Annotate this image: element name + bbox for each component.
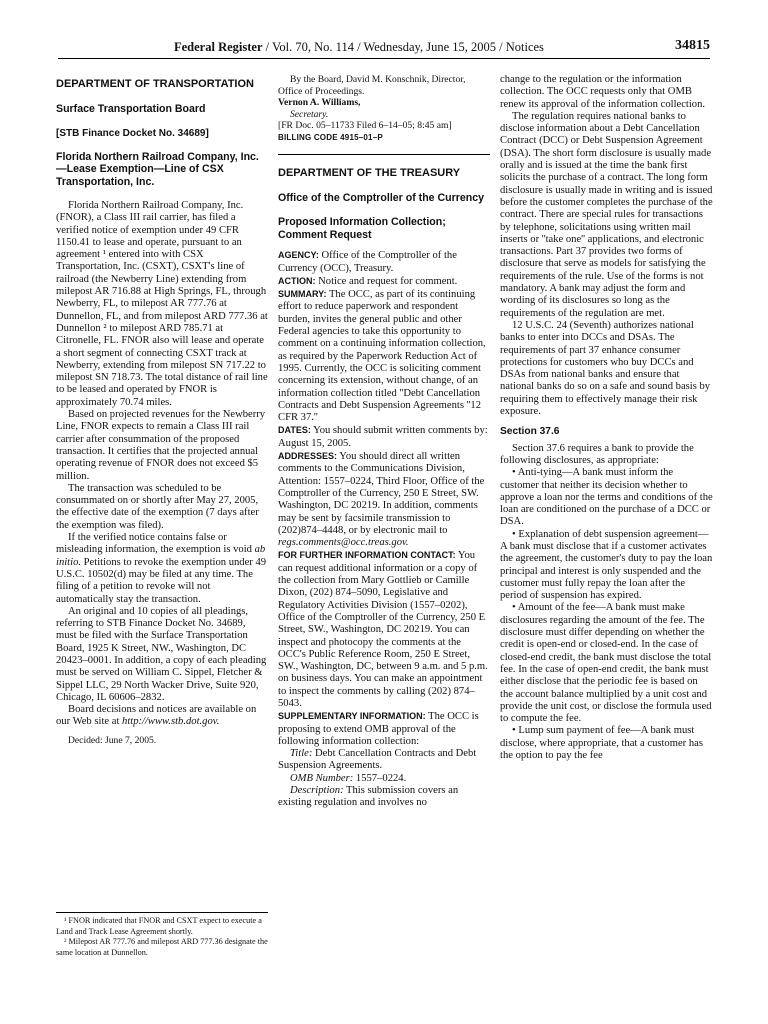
field-label: DATES: (278, 425, 311, 436)
text-run: Petitions to revoke the exemption under 49 U.S.C. 10502(d) may be filed at any time. The filing of a petition to revoke will not automatically stay the transaction. (56, 556, 267, 605)
paragraph (56, 704, 268, 729)
field-text: 1557–0224. (353, 772, 407, 784)
text-run: Board decisions and notices are available on our Web site at (56, 704, 257, 728)
fr-doc-line: [FR Doc. 05–11733 Filed 6–14–05; 8:45 am] (278, 120, 452, 131)
docket-number: [STB Finance Docket No. 34689] (56, 127, 209, 139)
field-text: Debt Cancellation Contracts and Debt Suspension Agreements. (278, 748, 477, 772)
paragraph: 12 U.S.C. 24 (Seventh) authorizes national banks to enter into DCCs and DSAs. The requirements of part 37 enhance consumer protections for customers who buy DCCs and DSAs from national banks and ensure that national banks do so on a safe and sound basis by requiring them to effectively manage their risk exposure. (500, 319, 711, 418)
journal-name: Federal Register (174, 40, 263, 54)
signer-title-text: Secretary. (290, 108, 329, 120)
field-text: This submission covers an existing regulation and involves no (278, 785, 459, 809)
field-label: FOR FURTHER INFORMATION CONTACT: (278, 550, 456, 561)
footnotes (56, 912, 268, 958)
supplementary-field (278, 710, 490, 748)
omb-field (278, 773, 490, 785)
column-2 (278, 74, 490, 810)
email-link[interactable]: regs.comments@occ.treas.gov. (278, 537, 409, 549)
field-label: SUMMARY: (278, 289, 327, 300)
bullet-item: • Amount of the fee—A bank must make disclosures regarding the amount of the fee. The disclosure must differ depending on whether the credit is open-end or closed-end. In the case of closed-end credit, the bank must disclose the total fee. In the case of open-end credit, the bank must either disclose that the periodic fee is based on the account balance multiplied by a unit cost and provide the unit cost, or disclose the formula used to compute the fee. (500, 602, 712, 725)
signer-title (278, 109, 490, 121)
field-text: The OCC is proposing to extend OMB approval of the following information collection: (278, 711, 479, 747)
paragraph: The regulation requires national banks to disclose information about a Debt Cancellation Contract (DCC) or Debt Suspension Agreement (DSA). The short form disclosure is usually made orally and is issued at the time the bank first solicits the purchase of a contract. The long form disclosure is usually made in writing and is issued before the customer completes the purchase of the contract. There are special rules for transactions by telephone, solicitations using written mail inserts or ''take one'' applications, and electronic transactions. Part 37 provides two forms of disclosure that serve as models for satisfying the requirements of the rule. Use of the forms is not mandatory. A bank may adjust the form and wording of its disclosures so long as the requirements of the regulation are met. (500, 110, 713, 319)
signer-name-text: Vernon A. Williams, (278, 97, 361, 108)
description-field (278, 785, 490, 810)
paragraph: Section 37.6 requires a bank to provide the following disclosures, as appropriate: (500, 442, 694, 466)
bullet-item: • Anti-tying—A bank must inform the customer that neither its decision whether to approve a loan nor the terms and conditions of the loan are conditioned on the purchase of a DCC or DSA. (500, 467, 713, 528)
department-heading: DEPARTMENT OF TRANSPORTATION (56, 78, 254, 90)
footnote-2: ² Milepost AR 777.76 and milepost ARD 777.36 designate the same location at Dunnellon. (56, 937, 268, 957)
field-label: AGENCY: (278, 250, 319, 261)
billing-code: BILLING CODE 4915–01–P (278, 132, 383, 142)
section-divider (278, 154, 490, 155)
agency-heading: Office of the Comptroller of the Currency (278, 191, 485, 204)
paragraph: An original and 10 copies of all pleadings, referring to STB Finance Docket No. 34689, must be filed with the Surface Transportation Board, 1925 K Street, NW., Washington, DC 20423–0001. In addition, a copy of each pleading must be served on William C. Sippel, Fletcher & Sippel LLC, 29 North Wacker Drive, Suite 920, Chicago, IL 60606–2832. (56, 605, 267, 703)
contact-field (278, 549, 490, 710)
column-1 (56, 74, 268, 746)
signature-line: By the Board, David M. Konschnik, Director, Office of Proceedings. (278, 74, 466, 97)
header-citation (174, 40, 544, 55)
field-label: Description: (290, 785, 344, 797)
bullet-item: • Lump sum payment of fee—A bank must disclose, where appropriate, that a customer has the option to pay the fee (500, 725, 703, 762)
paragraph: Florida Northern Railroad Company, Inc. (FNOR), a Class III rail carrier, has filed a verified notice of exemption under 49 CFR 1150.41 to lease and operate, pursuant to an agreement ¹ entered into with CSX Transportation, Inc. (CSXT), CSXT's line of railroad (the Newberry Line) extending from milepost AR 716.88 at High Springs, FL, through Newberry, FL, to milepost AR 777.76 at Dunnellon, FL, and from milepost ARD 777.36 at Dunnellon ² to milepost ARD 785.71 at Citronelle, FL. FNOR also will lease and operate a short segment of connecting CSXT track at Newberry, extending from milepost SN 717.22 to milepost SN 718.73. The total distance of rail line to be leased and operated by FNOR is approximately 70.74 miles. (56, 200, 268, 408)
field-text: You should direct all written comments to the Communications Division, Attention: 1557–0224, Third Floor, Office of the Comptroller of the Currency, 250 E Street, SW. Washington, DC 20219. In addition, comments may be sent by facsimile transmission to (202)874–4448, or by electronic mail to (278, 451, 485, 536)
addresses-field (278, 450, 490, 549)
website-link[interactable]: http://www.stb.dot.gov. (122, 716, 220, 728)
decided-date: Decided: June 7, 2005. (68, 734, 157, 746)
running-header (58, 38, 710, 59)
paragraph: The transaction was scheduled to be consummated on or shortly after May 27, 2005, the effective date of the exemption (7 days after the exemption was filed). (56, 482, 259, 531)
field-text: You can request additional information or a copy of the collection from Mary Gottlieb or Camille Dixon, (202) 874–5090, Legislative and Regulatory Activities Division (1557–0202), Office of the Comptroller of the Currency, 250 E Street, SW., Washington, DC 20219. You can inspect and photocopy the comments at the OCC's Public Reference Room, 250 E Street, SW., Washington, DC, between 9 a.m. and 5 p.m. on business days. You can make an appointment to inspect the comments by calling (202) 874–5043. (278, 550, 488, 709)
bullet-item: • Explanation of debt suspension agreement—A bank must disclose that if a customer activates the agreement, the customer's duty to pay the loan principal and interest is only suspended and the customer must fully repay the loan after the period of suspension has expired. (500, 528, 713, 602)
field-label: ADDRESSES: (278, 451, 338, 462)
field-text: Office of the Comptroller of the Currency (OCC), Treasury. (278, 250, 457, 274)
page-number: 34815 (675, 38, 710, 53)
field-text: You should submit written comments by: August 15, 2005. (278, 425, 488, 449)
agency-heading: Surface Transportation Board (56, 103, 206, 115)
title-field (278, 748, 490, 773)
department-heading: DEPARTMENT OF THE TREASURY (278, 166, 461, 179)
dates-field (278, 424, 490, 450)
column-3 (500, 74, 713, 762)
notice-title: Florida Northern Railroad Company, Inc.—Lease Exemption—Line of CSX Transportation, Inc. (56, 150, 259, 188)
paragraph (56, 532, 268, 606)
agency-field (278, 249, 490, 275)
field-text: Notice and request for comment. (315, 275, 458, 287)
field-text: The OCC, as part of its continuing effort to reduce paperwork and respondent burden, invites the general public and other Federal agencies to take this opportunity to comment on a continuing information collection, as required by the Paperwork Reduction Act of 1995. Currently, the OCC is soliciting comment concerning its extension, without change, of an information collection titled ''Debt Cancellation Contracts and Debt Suspension Agreements ''12 CFR 37.'' (278, 289, 486, 424)
field-label: SUPPLEMENTARY INFORMATION: (278, 711, 426, 722)
field-label: ACTION: (278, 275, 316, 286)
action-field (278, 275, 490, 288)
paragraph: Based on projected revenues for the Newberry Line, FNOR expects to remain a Class III rail carrier after consummation of the proposed transaction. It certifies that the projected annual operating revenue of FNOR does not exceed $5 million. (56, 409, 266, 482)
field-label: OMB Number: (290, 772, 354, 784)
paragraph: change to the regulation or the information collection. The OCC requests only that OMB renew its approval of the information collection. (500, 74, 706, 110)
footnote-1: ¹ FNOR indicated that FNOR and CSXT expect to execute a Land and Track Lease Agreement shortly. (56, 916, 262, 936)
field-label: Title: (290, 748, 313, 760)
text-run: If the verified notice contains false or misleading information, the exemption is void (56, 532, 255, 556)
summary-field (278, 288, 490, 424)
issue-details: / Vol. 70, No. 114 / Wednesday, June 15, 2005 / Notices (262, 40, 544, 54)
notice-title: Proposed Information Collection; Comment Request (278, 216, 446, 241)
signer-name (278, 97, 490, 109)
italic-text: ab initio. (56, 544, 266, 568)
section-heading: Section 37.6 (500, 426, 560, 438)
